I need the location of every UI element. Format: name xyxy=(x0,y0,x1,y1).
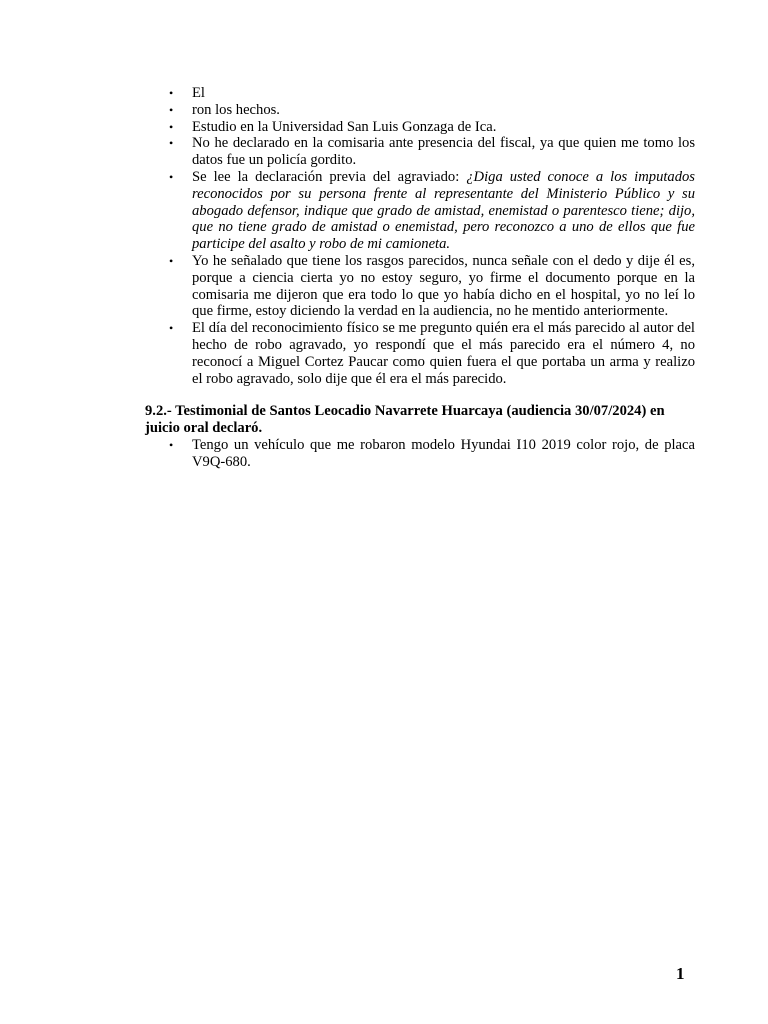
document-body xyxy=(145,85,695,471)
bullet-icon: • xyxy=(169,321,174,336)
list-item xyxy=(145,437,695,471)
list-item xyxy=(145,135,695,169)
list-item-text: ron los hechos. xyxy=(192,101,280,118)
list-item-text: Yo he señalado que tiene los rasgos parecidos, nunca señale con el dedo y dije él es, porque a ciencia cierta yo no estoy seguro, yo firme el documento porque en la comisaria me dijeron que era todo lo que yo había dicho en el hospital, yo no leí lo que firme, estoy diciendo la verdad en la audiencia, no he mentido anteriormente. xyxy=(192,252,695,320)
bullet-icon: • xyxy=(169,437,174,452)
list-item xyxy=(145,102,695,119)
bullet-icon: • xyxy=(169,136,174,151)
list-item-text: El día del reconocimiento físico se me pregunto quién era el más parecido al autor del hecho de robo agravado, yo respondí que el más parecido era el número 4, no reconocí a Miguel Cortez Paucar como quien fuera el que portaba un arma y realizo el robo agravado, solo dije que él era el más parecido. xyxy=(192,320,695,387)
list-item-text: Tengo un vehículo que me robaron modelo Hyundai I10 2019 color rojo, de placa V9Q-680. xyxy=(192,436,695,470)
bullet-icon: • xyxy=(169,119,174,134)
bullet-icon: • xyxy=(169,169,174,184)
list-item xyxy=(145,253,695,320)
list-item-text: Se lee la declaración previa del agraviado: xyxy=(192,168,467,185)
testimony-list xyxy=(145,437,695,471)
list-item-text: El xyxy=(192,85,205,101)
bullet-icon: • xyxy=(169,253,174,268)
bullet-icon: • xyxy=(169,102,174,117)
list-item xyxy=(145,119,695,136)
testimony-list xyxy=(145,85,695,387)
list-item xyxy=(145,169,695,253)
list-item-text: No he declarado en la comisaria ante presencia del fiscal, ya que quien me tomo los datos fue un policía gordito. xyxy=(192,135,695,169)
bullet-icon: • xyxy=(169,86,174,100)
list-item xyxy=(145,320,695,387)
page-number: 1 xyxy=(676,964,685,983)
section-heading: 9.2.- Testimonial de Santos Leocadio Navarrete Huarcaya (audiencia 30/07/2024) en juicio oral declaró. xyxy=(145,403,665,437)
list-item-text: Estudio en la Universidad San Luis Gonzaga de Ica. xyxy=(192,118,497,135)
list-item xyxy=(145,85,695,102)
quoted-declaration: ¿Diga usted conoce a los imputados reconocidos por su persona frente al representante del Ministerio Público y su abogado defensor, indique que grado de amistad, enemistad o parentesco tiene; dijo, que no tiene grado de amistad o enemistad, pero reconozco a uno de ellos que fue participe del asalto y robo de mi camioneta. xyxy=(192,168,695,253)
